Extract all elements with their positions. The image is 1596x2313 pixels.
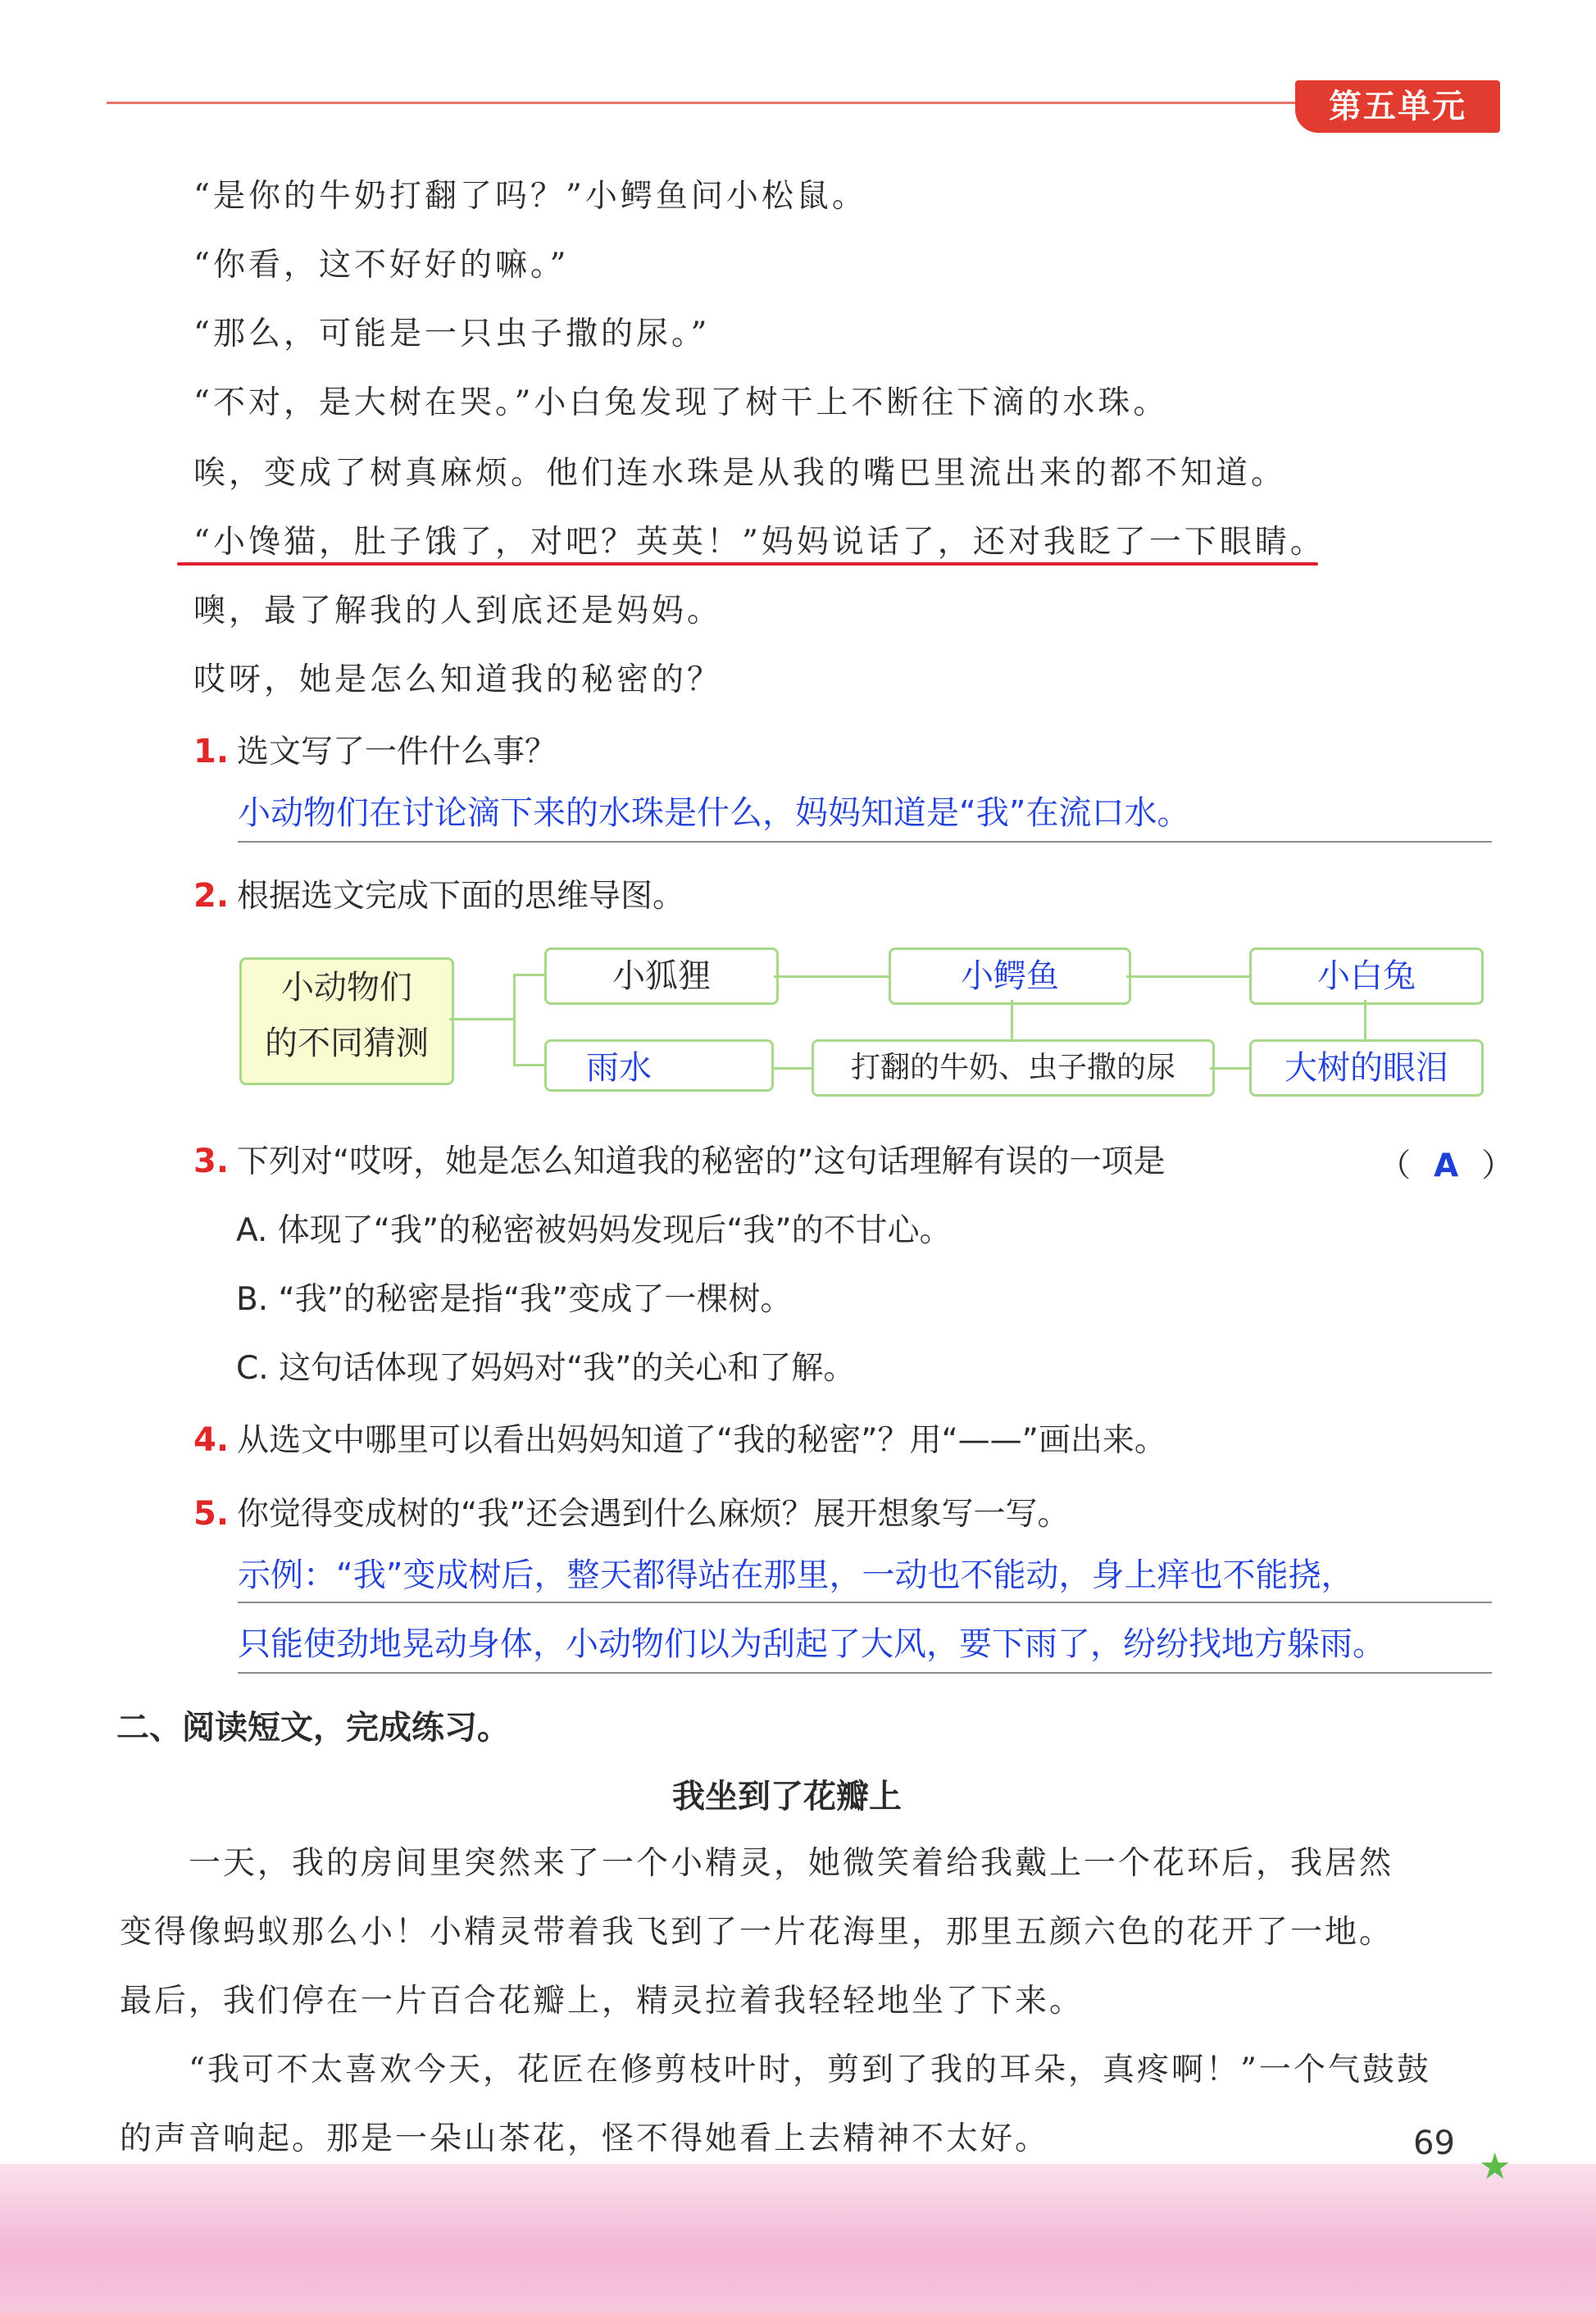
page-number: 69 (1413, 2124, 1455, 2162)
question-1 (193, 726, 557, 772)
mind-map-guess: 打翻的牛奶、虫子撒的尿 (812, 1039, 1215, 1097)
bracket-open: （ (1379, 1147, 1412, 1184)
question-text: 选文写了一件什么事？ (237, 734, 557, 770)
paragraph-line: 的声音响起。那是一朵山茶花，怪不得她看上去精神不太好。 (120, 2120, 1050, 2157)
answer-line (238, 841, 1492, 843)
question-number: 2. (193, 877, 230, 915)
paragraph-line: 最后，我们停在一片百合花瓣上，精灵拉着我轻轻地坐了下来。 (120, 1983, 1084, 2020)
unit-tab: 第五单元 (1295, 80, 1500, 133)
mind-map-animal: 小鳄鱼 (889, 947, 1131, 1005)
story-line-underlined: “小馋猫，肚子饿了，对吧？英英！”妈妈说话了，还对我眨了一下眼睛。 (193, 524, 1325, 561)
question-number: 4. (193, 1421, 230, 1459)
paragraph-line: 一天，我的房间里突然来了一个小精灵，她微笑着给我戴上一个花环后，我居然 (189, 1845, 1394, 1882)
footer-decoration (0, 2164, 1596, 2313)
mind-map-root (239, 957, 454, 1085)
section-heading: 二、阅读短文，完成练习。 (116, 1709, 510, 1747)
story-title: 我坐到了花瓣上 (672, 1778, 902, 1815)
connector (513, 974, 546, 976)
answer-bracket (1379, 1140, 1513, 1186)
question-3 (193, 1136, 1165, 1182)
story-line: “不对，是大树在哭。”小白兔发现了树干上不断往下滴的水珠。 (193, 384, 1169, 421)
header-rule (107, 102, 1312, 104)
question-number: 3. (193, 1143, 230, 1180)
connector (449, 1018, 515, 1020)
story-line: 噢，最了解我的人到底还是妈妈。 (193, 593, 723, 629)
option-c: C. 这句话体现了妈妈对“我”的关心和了解。 (236, 1350, 856, 1387)
question-2 (193, 870, 684, 916)
connector (1364, 1000, 1366, 1041)
paragraph-line: 变得像蚂蚁那么小！小精灵带着我飞到了一片花海里，那里五颜六色的花开了一地。 (120, 1914, 1394, 1951)
option-b: B. “我”的秘密是指“我”变成了一棵树。 (236, 1281, 793, 1318)
connector (1011, 1000, 1013, 1041)
story-line: “你看，这不好好的嘛。” (193, 247, 570, 284)
question-5 (193, 1488, 1069, 1534)
story-line: “那么，可能是一只虫子撒的尿。” (193, 316, 711, 352)
story-line: “是你的牛奶打翻了吗？”小鳄鱼问小松鼠。 (193, 178, 867, 215)
answer-q1: 小动物们在讨论滴下来的水珠是什么，妈妈知道是“我”在流口水。 (238, 794, 1190, 832)
mind-map-root-line: 小动物们 (281, 969, 412, 1007)
mind-map-root-line: 的不同猜测 (265, 1025, 429, 1062)
connector (1210, 1067, 1249, 1070)
bracket-close: ） (1481, 1147, 1514, 1184)
question-4 (193, 1415, 1166, 1461)
question-text: 从选文中哪里可以看出妈妈知道了“我的秘密”？用“——”画出来。 (237, 1422, 1166, 1459)
question-text: 下列对“哎呀，她是怎么知道我的秘密的”这句话理解有误的一项是 (237, 1143, 1166, 1180)
mind-map-animal: 小白兔 (1249, 947, 1484, 1005)
answer-q5-line2: 只能使劲地晃动身体，小动物们以为刮起了大风，要下雨了，纷纷找地方躲雨。 (238, 1625, 1385, 1663)
answer-q5-line1: 示例：“我”变成树后，整天都得站在那里，一动也不能动，身上痒也不能挠， (238, 1556, 1354, 1594)
question-number: 1. (193, 733, 230, 770)
answer-line (238, 1602, 1492, 1603)
question-number: 5. (193, 1495, 230, 1533)
answer-line (238, 1672, 1492, 1674)
connector (774, 1067, 812, 1070)
story-line: 哎呀，她是怎么知道我的秘密的？ (193, 661, 723, 698)
mind-map-guess: 大树的眼泪 (1249, 1039, 1484, 1097)
connector (774, 975, 889, 978)
answer-q3: A (1434, 1147, 1459, 1184)
connector (513, 1064, 546, 1066)
red-underline-mark (177, 562, 1318, 566)
story-line: 唉，变成了树真麻烦。他们连水珠是从我的嘴巴里流出来的都不知道。 (193, 455, 1287, 492)
question-text: 你觉得变成树的“我”还会遇到什么麻烦？展开想象写一写。 (237, 1496, 1070, 1533)
mind-map-animal: 小狐狸 (544, 947, 779, 1005)
connector (513, 974, 516, 1064)
connector (1126, 975, 1249, 978)
paragraph-line: “我可不太喜欢今天，花匠在修剪枝叶时，剪到了我的耳朵，真疼啊！”一个气鼓鼓 (189, 2052, 1431, 2088)
star-icon: ★ (1479, 2146, 1512, 2188)
mind-map-guess: 雨水 (544, 1039, 774, 1092)
option-a: A. 体现了“我”的秘密被妈妈发现后“我”的不甘心。 (236, 1212, 952, 1249)
question-text: 根据选文完成下面的思维导图。 (237, 878, 685, 915)
